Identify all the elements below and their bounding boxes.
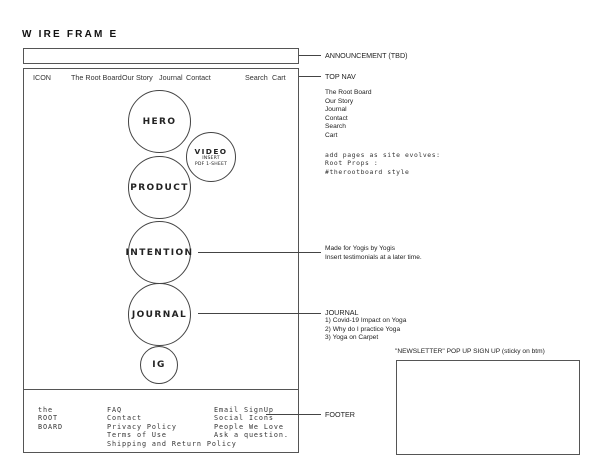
- nav-note-page: Search: [325, 123, 346, 131]
- footer-divider: [23, 389, 299, 390]
- journal-label: JOURNAL: [131, 309, 188, 320]
- video-label: VIDEO: [194, 146, 228, 156]
- nav-link-cart[interactable]: Cart: [272, 73, 286, 82]
- intention-note-line: Insert testimonials at a later time.: [325, 253, 422, 261]
- nav-extra-notes: [325, 151, 441, 176]
- nav-pages-list: [325, 89, 372, 141]
- video-circle[interactable]: [186, 132, 236, 182]
- newsletter-label: "NEWSLETTER" POP UP SIGN UP (sticky on btm): [395, 348, 545, 355]
- nav-note-page: Our Story: [325, 97, 354, 105]
- footer-brand-line: the: [38, 406, 53, 414]
- footer-link-shipping[interactable]: Shipping and Return Policy: [107, 439, 237, 448]
- journal-items: [325, 317, 406, 343]
- footer-extras-col: [214, 406, 289, 440]
- footer-people-we-love[interactable]: People We Love: [214, 422, 284, 431]
- journal-item: 2) Why do I practice Yoga: [325, 325, 401, 333]
- intention-circle[interactable]: [125, 221, 194, 284]
- nav-icon-placeholder[interactable]: ICON: [33, 73, 51, 82]
- footer-callout: FOOTER: [325, 410, 355, 419]
- footer-ask-question[interactable]: Ask a question.: [214, 431, 289, 440]
- nav-extra-note: add pages as site evolves:: [325, 151, 441, 159]
- footer-link-terms[interactable]: Terms of Use: [107, 431, 167, 440]
- nav-note-page: Cart: [325, 131, 338, 139]
- nav-note-page: The Root Board: [325, 89, 372, 96]
- journal-item: 3) Yoga on Carpet: [325, 334, 379, 342]
- hero-circle[interactable]: [128, 90, 191, 153]
- announcement-bar: [23, 48, 299, 64]
- footer-link-faq[interactable]: FAQ: [107, 406, 122, 414]
- footer-email-signup[interactable]: Email SignUp: [214, 406, 274, 414]
- nav-link-our-story[interactable]: Our Story: [122, 73, 153, 82]
- footer-social-icons[interactable]: Social Icons: [214, 414, 274, 423]
- journal-circle[interactable]: [128, 283, 191, 346]
- page-title: W IRE FRAM E: [22, 29, 119, 40]
- nav-note-page: Journal: [325, 106, 347, 114]
- nav-link-search[interactable]: Search: [245, 73, 268, 82]
- ig-circle[interactable]: [140, 346, 178, 384]
- nav-extra-note: Root Props :: [325, 159, 379, 168]
- footer-brand: [38, 406, 63, 431]
- footer-link-contact[interactable]: Contact: [107, 414, 142, 423]
- intention-label: INTENTION: [125, 247, 194, 258]
- footer-leader-line: [266, 414, 321, 415]
- announcement-callout: ANNOUNCEMENT (TBD): [325, 51, 408, 60]
- top-nav-callout: TOP NAV: [325, 72, 356, 81]
- footer-brand-line: ROOT: [38, 414, 58, 423]
- nav-link-contact[interactable]: Contact: [186, 73, 211, 82]
- footer-brand-line: BOARD: [38, 422, 63, 431]
- product-label: PRODUCT: [130, 182, 189, 193]
- nav-note-page: Contact: [325, 114, 348, 122]
- intention-note-line: Made for Yogis by Yogis: [325, 245, 396, 252]
- hero-label: HERO: [142, 116, 177, 127]
- newsletter-popup-box[interactable]: [396, 360, 580, 455]
- ig-label: IG: [152, 360, 166, 370]
- nav-link-the-root-board[interactable]: The Root Board: [71, 73, 122, 82]
- top-nav-leader-line: [299, 76, 321, 77]
- announcement-leader-line: [299, 55, 321, 56]
- journal-item: 1) Covid-19 Impact on Yoga: [325, 317, 407, 324]
- nav-extra-note: #therootboard style: [325, 167, 410, 176]
- journal-callout: JOURNAL: [325, 308, 359, 317]
- product-circle[interactable]: [128, 156, 191, 219]
- intention-leader-line: [198, 252, 321, 253]
- footer-link-privacy[interactable]: Privacy Policy: [107, 422, 177, 431]
- nav-link-journal[interactable]: Journal: [159, 73, 183, 82]
- journal-leader-line: [198, 313, 321, 314]
- video-sub-insert: INSERT: [202, 155, 220, 161]
- intention-note: [325, 245, 422, 262]
- video-sub-pdf: PDF 1-SHEET: [194, 161, 228, 167]
